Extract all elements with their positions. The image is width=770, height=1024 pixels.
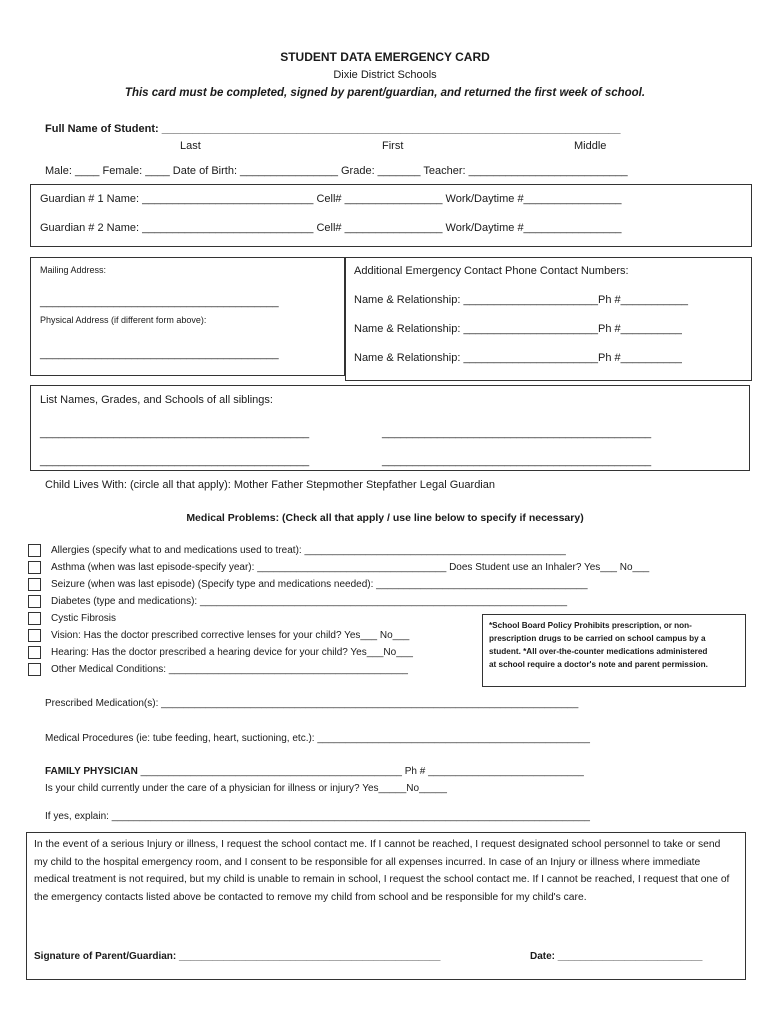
notice-line-3: student. *All over-the-counter medications administered <box>489 647 708 656</box>
medical-title: Medical Problems: (Check all that apply / use line below to specify if necessary) <box>186 512 584 524</box>
sibling-line-2[interactable]: ____________________________________________ <box>382 427 652 439</box>
siblings-title: List Names, Grades, and Schools of all siblings: <box>40 394 273 406</box>
emergency-contact-2[interactable]: Name & Relationship: ______________________Ph #__________ <box>354 323 682 335</box>
physical-address-label: Physical Address (if different form above): <box>40 315 207 325</box>
signature-field[interactable]: Signature of Parent/Guardian: _______________________________________________ <box>34 951 441 962</box>
district-name: Dixie District Schools <box>333 69 437 81</box>
checkbox-allergies[interactable] <box>28 544 41 557</box>
medical-item-allergies: Allergies (specify what to and medications used to treat): _______________________________________________ <box>51 545 566 556</box>
sibling-line-3[interactable]: ____________________________________________ <box>40 455 310 467</box>
family-physician-line: _______________________________________________ Ph # ____________________________ <box>137 766 584 777</box>
medical-procedures-field[interactable]: Medical Procedures (ie: tube feeding, heart, suctioning, etc.): _________________________________________________ <box>45 733 590 744</box>
emergency-contacts-title: Additional Emergency Contact Phone Contact Numbers: <box>354 265 629 277</box>
family-physician-field[interactable] <box>45 766 584 777</box>
mailing-address-label: Mailing Address: <box>40 265 107 275</box>
checkbox-cystic-fibrosis[interactable] <box>28 612 41 625</box>
sibling-line-1[interactable]: ____________________________________________ <box>40 427 310 439</box>
checkbox-vision[interactable] <box>28 629 41 642</box>
medical-item-cystic-fibrosis: Cystic Fibrosis <box>51 613 117 624</box>
page-title: STUDENT DATA EMERGENCY CARD <box>280 50 490 64</box>
instruction-text: This card must be completed, signed by parent/guardian, and returned the first week of school. <box>124 87 646 99</box>
notice-line-2: prescription drugs to be carried on school campus by a <box>489 634 706 643</box>
medical-item-hearing: Hearing: Has the doctor prescribed a hearing device for your child? Yes___No___ <box>51 647 413 658</box>
emergency-contact-3[interactable]: Name & Relationship: ______________________Ph #__________ <box>354 352 682 364</box>
checkbox-other-conditions[interactable] <box>28 663 41 676</box>
student-name-field[interactable]: Full Name of Student: ___________________________________________________________________________ <box>45 123 621 135</box>
notice-line-4: at school require a doctor's note and parent permission. <box>489 660 708 669</box>
sibling-line-4[interactable]: ____________________________________________ <box>382 455 652 467</box>
date-field[interactable]: Date: __________________________ <box>530 951 703 962</box>
medical-item-other: Other Medical Conditions: ___________________________________________ <box>51 664 408 675</box>
emergency-contact-1[interactable]: Name & Relationship: ______________________Ph #___________ <box>354 294 688 306</box>
medical-item-asthma: Asthma (when was last episode-specify year): __________________________________ Does Student use an Inhaler? Yes___ No___ <box>51 562 650 573</box>
prescribed-medication-field[interactable]: Prescribed Medication(s): ___________________________________________________________________________ <box>45 698 579 709</box>
physical-address-line[interactable]: _______________________________________ <box>40 348 279 360</box>
medical-item-seizure: Seizure (when was last episode) (Specify type and medications needed): ______________________________________ <box>51 579 588 590</box>
student-info-line[interactable]: Male: ____ Female: ____ Date of Birth: ________________ Grade: _______ Teacher: __________________________ <box>45 165 628 177</box>
explain-field[interactable]: If yes, explain: ______________________________________________________________________________________ <box>45 811 590 822</box>
first-name-caption: First <box>382 140 404 152</box>
consent-text: In the event of a serious Injury or illness, I request the school contact me. If I cannot be reached, I request designated school personnel to take or send my child to the hospital emergency room, and I consent to be responsible for all expenses incurred. In case of an Injury or illness where immediate medical treatment is not required, but my child is unable to remain in school, I request the school contact me. If I cannot be reached, I request that one of the emergency contacts listed above be contacted to remove my child from school and be responsible for my child's care. <box>34 839 730 903</box>
policy-notice <box>482 614 746 687</box>
medical-item-diabetes: Diabetes (type and medications): __________________________________________________________________ <box>51 596 568 607</box>
checkbox-diabetes[interactable] <box>28 595 41 608</box>
middle-name-caption: Middle <box>574 140 607 152</box>
physician-care-question[interactable]: Is your child currently under the care of a physician for illness or injury? Yes_____No_____ <box>45 783 447 794</box>
family-physician-label: FAMILY PHYSICIAN <box>45 766 138 777</box>
medical-item-vision: Vision: Has the doctor prescribed corrective lenses for your child? Yes___ No___ <box>51 630 410 641</box>
guardian-1-field[interactable]: Guardian # 1 Name: ____________________________ Cell# ________________ Work/Daytime #________________ <box>40 193 622 205</box>
mailing-address-line[interactable]: _______________________________________ <box>40 296 279 308</box>
lives-with-line[interactable]: Child Lives With: (circle all that apply): Mother Father Stepmother Stepfather Legal Guardian <box>45 479 495 491</box>
checkbox-hearing[interactable] <box>28 646 41 659</box>
checkbox-seizure[interactable] <box>28 578 41 591</box>
guardian-2-field[interactable]: Guardian # 2 Name: ____________________________ Cell# ________________ Work/Daytime #________________ <box>40 222 622 234</box>
last-name-caption: Last <box>180 140 201 152</box>
notice-line-1: *School Board Policy Prohibits prescription, or non- <box>489 621 692 630</box>
checkbox-asthma[interactable] <box>28 561 41 574</box>
